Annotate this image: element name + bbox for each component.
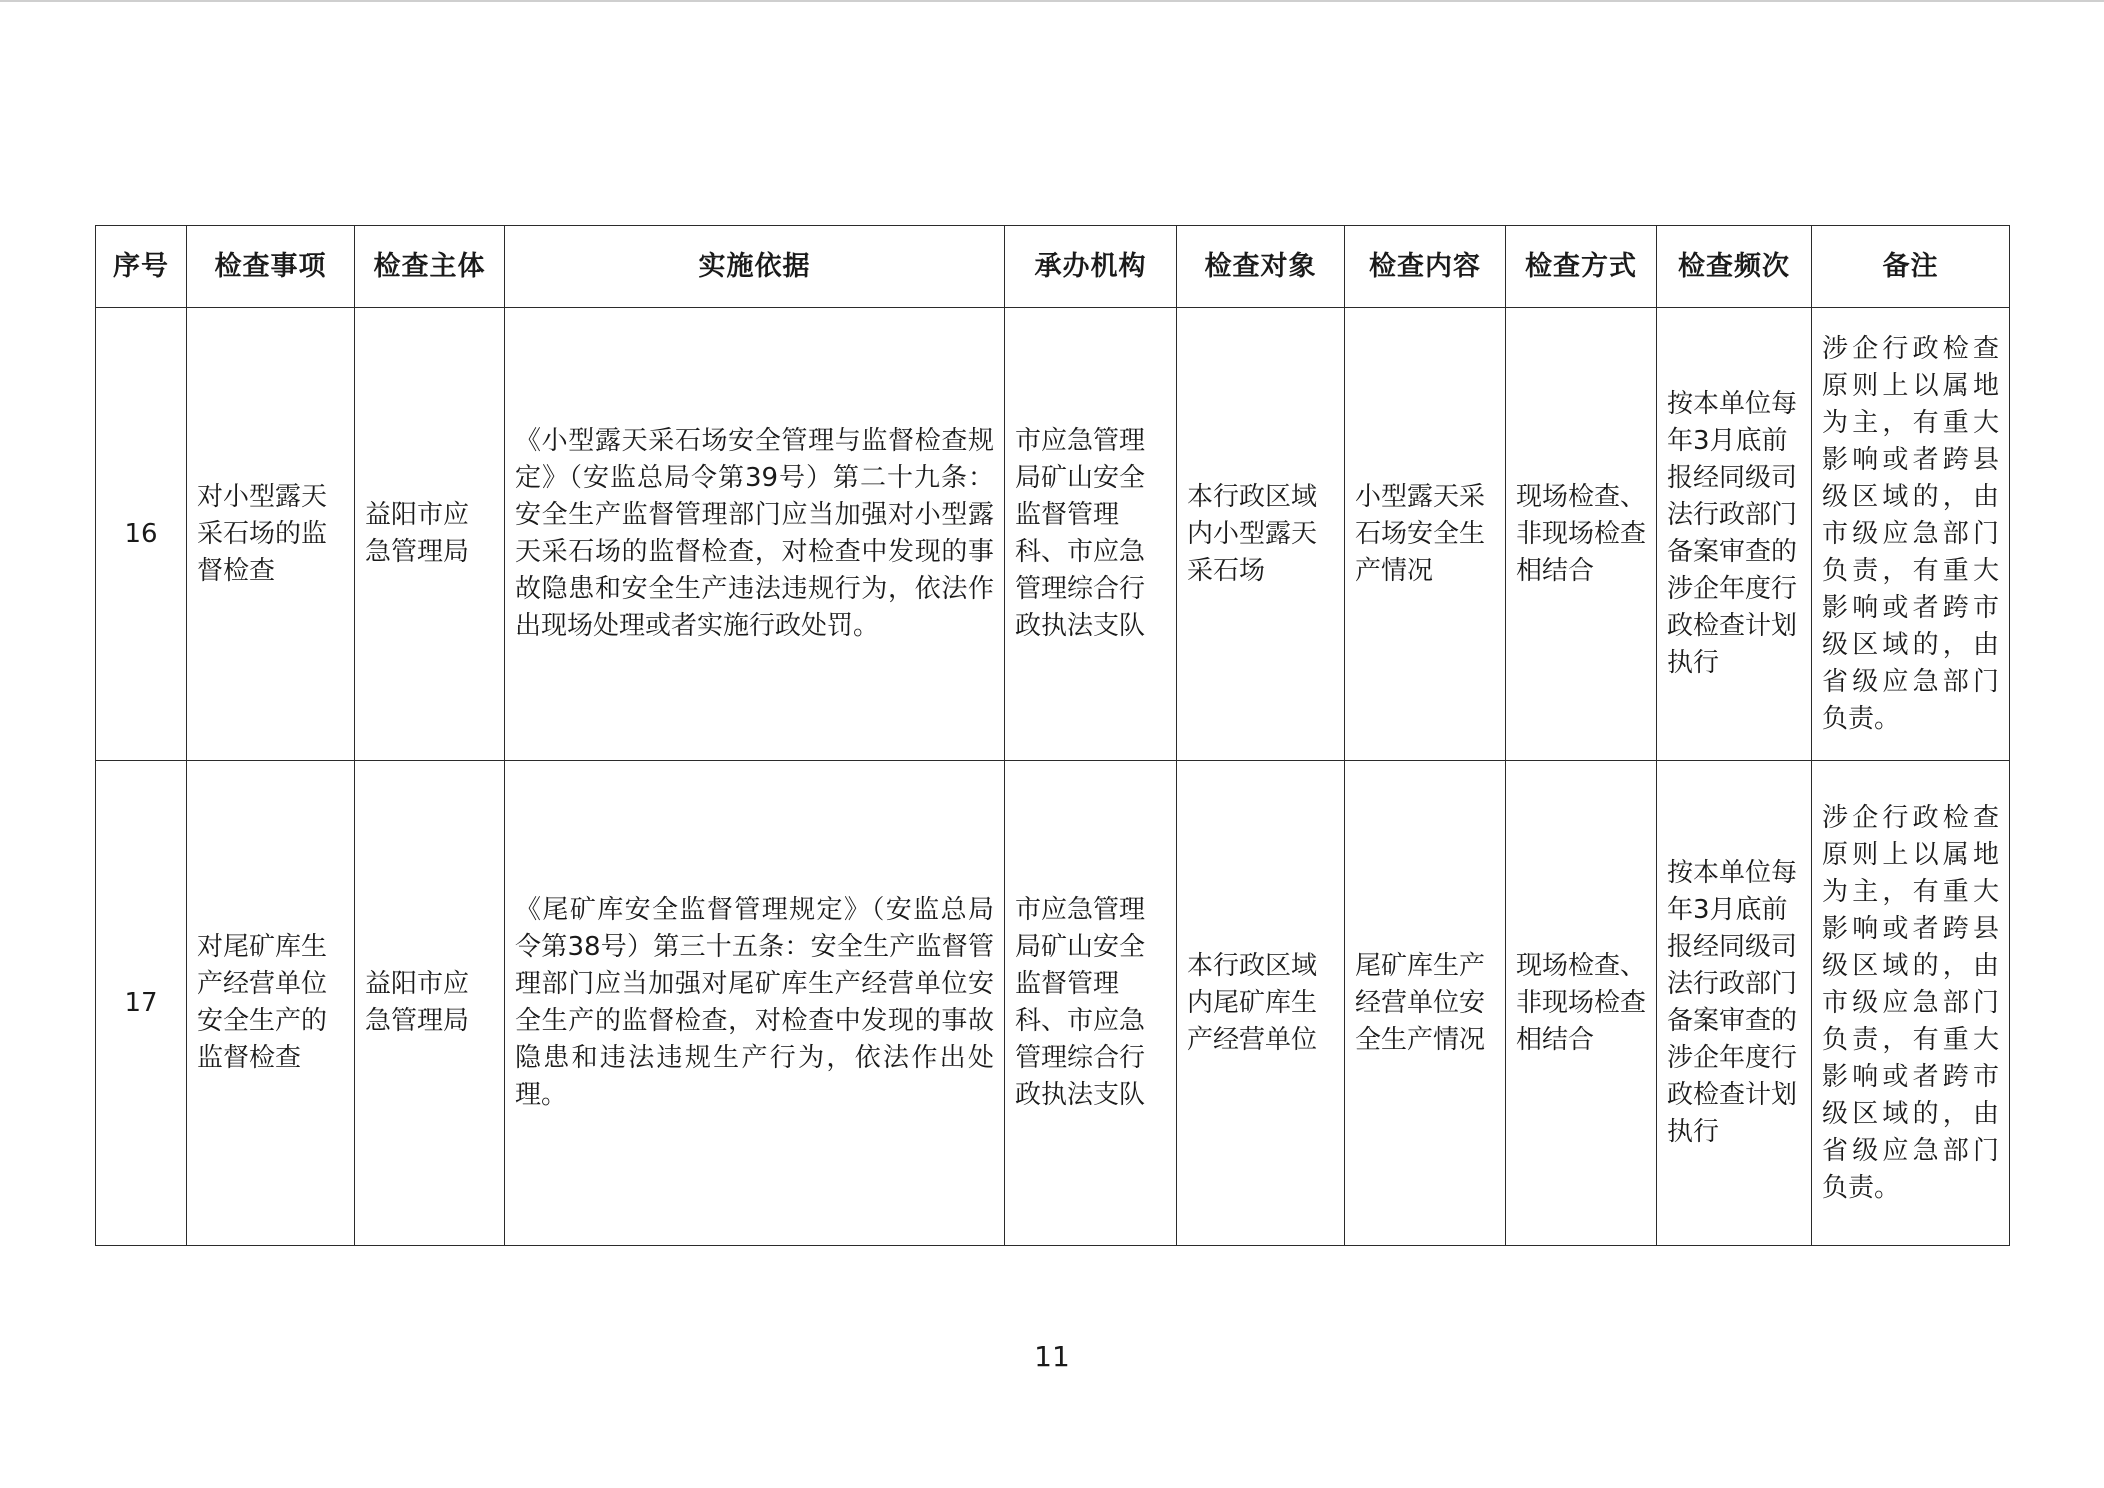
page-top-rule <box>0 0 2104 2</box>
table-header-row <box>96 226 2010 308</box>
row-remark: 涉企行政检查原则上以属地为主，有重大影响或者跨县级区域的，由市级应急部门负责，有重大影响或者跨市级区域的，由省级应急部门负责。 <box>1812 308 2010 761</box>
row-target: 本行政区域内小型露天采石场 <box>1177 308 1345 761</box>
row-frequency: 按本单位每年3月底前报经同级司法行政部门备案审查的涉企年度行政检查计划执行 <box>1657 308 1812 761</box>
header-remark: 备注 <box>1812 226 2010 308</box>
header-item: 检查事项 <box>187 226 355 308</box>
row-content: 尾矿库生产经营单位安全生产情况 <box>1345 761 1506 1246</box>
row-remark: 涉企行政检查原则上以属地为主，有重大影响或者跨县级区域的，由市级应急部门负责，有重大影响或者跨市级区域的，由省级应急部门负责。 <box>1812 761 2010 1246</box>
table-row <box>96 308 2010 761</box>
header-frequency: 检查频次 <box>1657 226 1812 308</box>
row-frequency: 按本单位每年3月底前报经同级司法行政部门备案审查的涉企年度行政检查计划执行 <box>1657 761 1812 1246</box>
row-item: 对尾矿库生产经营单位安全生产的监督检查 <box>187 761 355 1246</box>
row-basis: 《尾矿库安全监督管理规定》（安监总局令第38号）第三十五条：安全生产监督管理部门应当加强对尾矿库生产经营单位安全生产的监督检查，对检查中发现的事故隐患和违法违规生产行为，依法作出处理。 <box>505 761 1005 1246</box>
row-subject: 益阳市应急管理局 <box>355 761 505 1246</box>
row-method: 现场检查、非现场检查相结合 <box>1506 308 1657 761</box>
row-item: 对小型露天采石场的监督检查 <box>187 308 355 761</box>
row-subject: 益阳市应急管理局 <box>355 308 505 761</box>
header-seq: 序号 <box>96 226 187 308</box>
page-number: 11 <box>1034 1340 1070 1373</box>
header-agency: 承办机构 <box>1005 226 1177 308</box>
header-target: 检查对象 <box>1177 226 1345 308</box>
row-seq: 16 <box>96 308 187 761</box>
inspection-table <box>95 225 2010 1246</box>
row-agency: 市应急管理局矿山安全监督管理科、市应急管理综合行政执法支队 <box>1005 761 1177 1246</box>
row-seq: 17 <box>96 761 187 1246</box>
header-content: 检查内容 <box>1345 226 1506 308</box>
row-method: 现场检查、非现场检查相结合 <box>1506 761 1657 1246</box>
header-method: 检查方式 <box>1506 226 1657 308</box>
header-basis: 实施依据 <box>505 226 1005 308</box>
row-target: 本行政区域内尾矿库生产经营单位 <box>1177 761 1345 1246</box>
row-basis: 《小型露天采石场安全管理与监督检查规定》（安监总局令第39号）第二十九条：安全生产监督管理部门应当加强对小型露天采石场的监督检查，对检查中发现的事故隐患和安全生产违法违规行为，依法作出现场处理或者实施行政处罚。 <box>505 308 1005 761</box>
row-content: 小型露天采石场安全生产情况 <box>1345 308 1506 761</box>
header-subject: 检查主体 <box>355 226 505 308</box>
row-agency: 市应急管理局矿山安全监督管理科、市应急管理综合行政执法支队 <box>1005 308 1177 761</box>
table-row <box>96 761 2010 1246</box>
